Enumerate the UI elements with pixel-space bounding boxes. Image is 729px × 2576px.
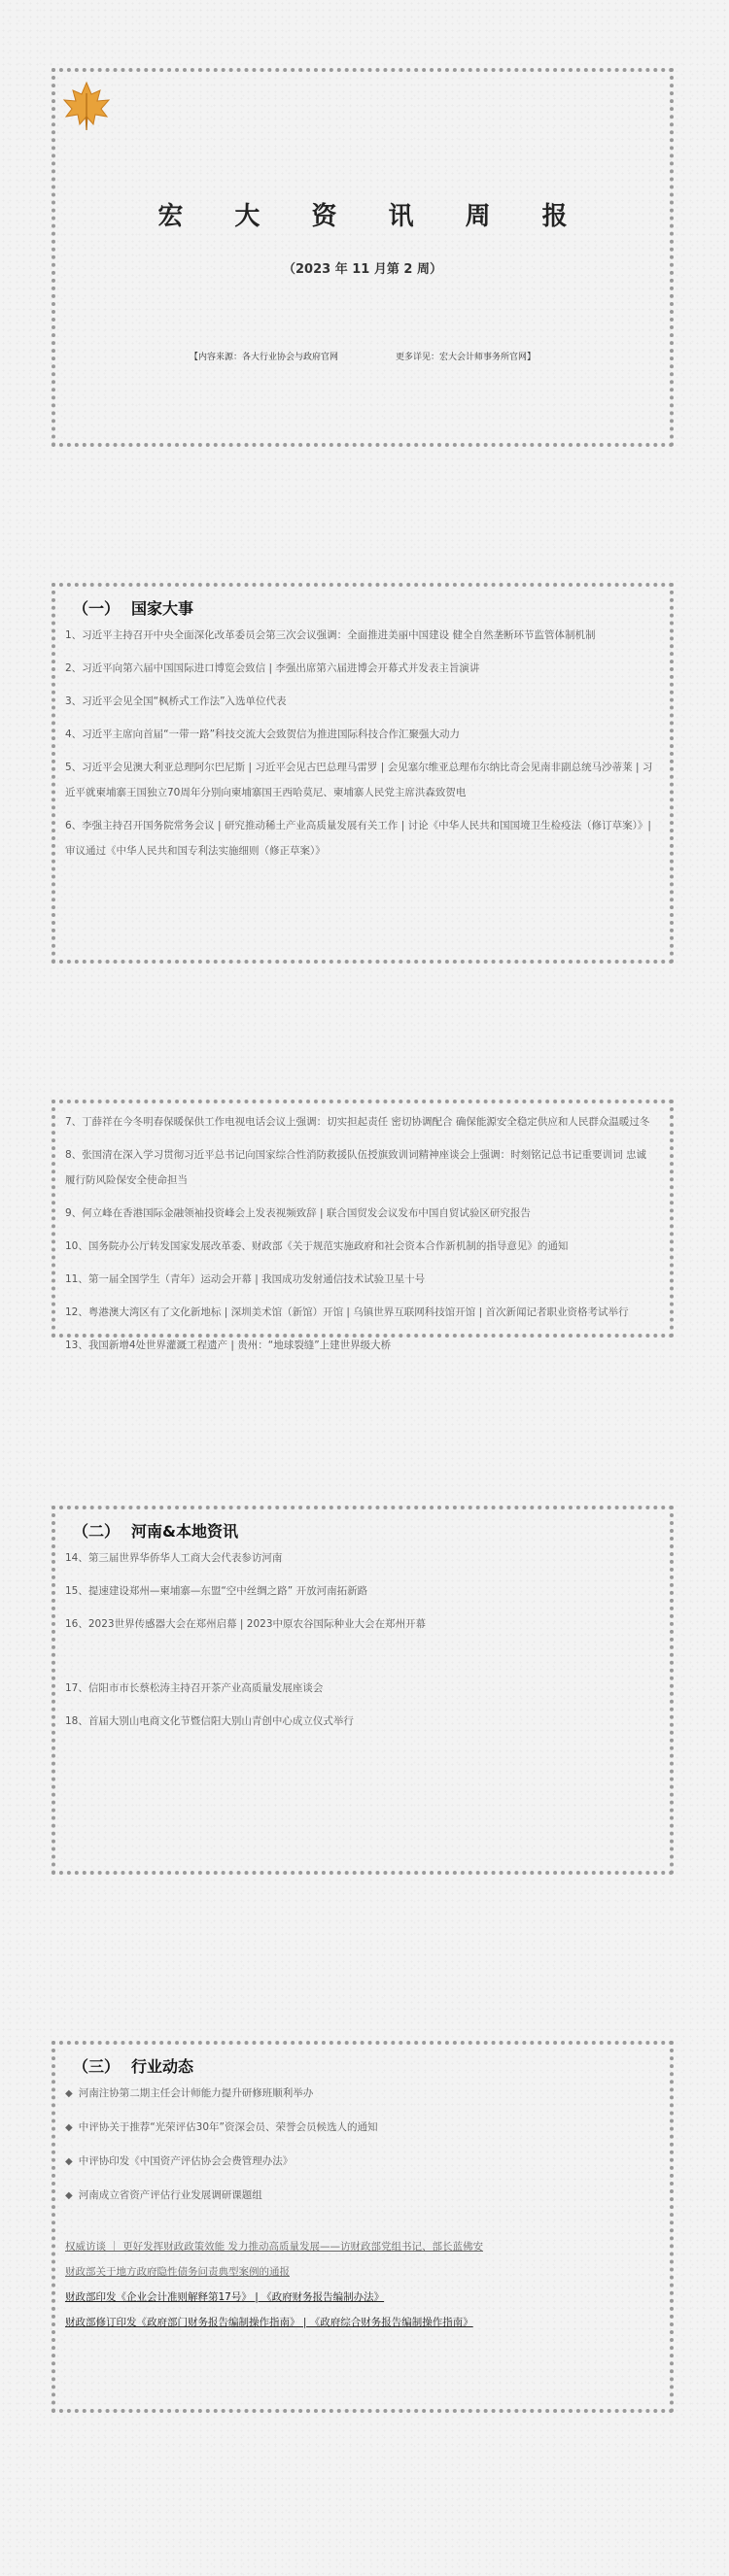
news-item-label: 中评协关于推荐“光荣评估30年”资深会员、荣誉会员候选人的通知 xyxy=(78,2121,378,2133)
industry-news-list xyxy=(55,2081,670,2209)
news-item[interactable] xyxy=(65,2115,656,2141)
news-item[interactable]: 5、习近平会见澳大利亚总理阿尔巴尼斯 | 习近平会见古巴总理马雷罗 | 会见塞尔维亚总理布尔纳比奇会见南非副总统马沙蒂莱 | 习近平就柬埔寨王国独立70周年分别向柬埔寨国王西哈莫尼、柬埔寨人民党主席洪森致贺电 xyxy=(65,762,653,798)
diamond-bullet-icon: ◆ xyxy=(65,2156,73,2167)
local-news-box xyxy=(52,1506,674,1875)
maple-leaf-icon xyxy=(61,80,112,133)
news-item[interactable]: 6、李强主持召开国务院常务会议 | 研究推动稀土产业高质量发展有关工作 | 讨论《中华人民共和国国境卫生检疫法（修订草案）》| 审议通过《中华人民共和国专利法实施细则（修正草案）》 xyxy=(65,820,651,857)
source-left: 【内容来源：各大行业协会与政府官网 xyxy=(190,353,339,362)
news-item[interactable]: 11、第一届全国学生（青年）运动会开幕 | 我国成功发射通信技术试验卫星十号 xyxy=(65,1273,426,1285)
news-item[interactable]: 15、提速建设郑州—柬埔寨—东盟“空中丝绸之路” 开放河南拓新路 xyxy=(65,1585,368,1597)
news-item[interactable]: 2、习近平向第六届中国国际进口博览会致信 | 李强出席第六届进博会开幕式并发表主旨演讲 xyxy=(65,662,480,674)
local-news-list xyxy=(55,1545,670,1734)
section-label: 河南&本地资讯 xyxy=(131,1522,238,1541)
news-item[interactable]: 12、粤港澳大湾区有了文化新地标 | 深圳美术馆（新馆）开馆 | 乌镇世界互联网科技馆开馆 | 首次新闻记者职业资格考试举行 xyxy=(65,1306,629,1318)
diamond-bullet-icon: ◆ xyxy=(65,2190,73,2201)
news-item[interactable]: 10、国务院办公厅转发国家发展改革委、财政部《关于规范实施政府和社会资本合作新机制的指导意见》的通知 xyxy=(65,1240,569,1252)
news-item[interactable]: 3、习近平会见全国“枫桥式工作法”入选单位代表 xyxy=(65,695,287,707)
link-item[interactable]: 权威访谈 ｜ 更好发挥财政政策效能 发力推动高质量发展——访财政部党组书记、部长蓝佛安 xyxy=(65,2241,484,2253)
news-item[interactable]: 14、第三届世界华侨华人工商大会代表参访河南 xyxy=(65,1552,283,1564)
news-item-label: 中评协印发《中国资产评估协会会费管理办法》 xyxy=(78,2155,294,2167)
section-number: （二） xyxy=(73,1522,121,1541)
news-item[interactable]: 7、丁薛祥在今冬明春保暖保供工作电视电话会议上强调：切实担起责任 密切协调配合 确保能源安全稳定供应和人民群众温暖过冬 xyxy=(65,1116,650,1128)
national-news-box-2 xyxy=(52,1100,674,1351)
link-item[interactable]: 财政部关于地方政府隐性债务问责典型案例的通报 xyxy=(65,2266,290,2278)
section-title-local xyxy=(73,1519,670,1542)
national-news-list xyxy=(55,623,670,864)
section-title-national xyxy=(73,596,670,619)
news-item[interactable]: 13、我国新增4处世界灌溉工程遗产 | 贵州：“地球裂缝”上建世界级大桥 xyxy=(65,1339,392,1351)
section-number: （一） xyxy=(73,599,121,618)
section-label: 国家大事 xyxy=(131,599,194,618)
source-line xyxy=(55,350,670,362)
news-item[interactable]: 18、首届大别山电商文化节暨信阳大别山青创中心成立仪式举行 xyxy=(65,1715,354,1727)
news-item[interactable] xyxy=(65,2183,656,2209)
national-news-box xyxy=(52,583,674,964)
news-item[interactable]: 9、何立峰在香港国际金融领袖投资峰会上发表视频致辞 | 联合国贸发会议发布中国自贸试验区研究报告 xyxy=(65,1207,531,1219)
industry-links xyxy=(65,2234,670,2335)
page-subtitle: （2023 年 11 月第 2 周） xyxy=(283,262,442,277)
link-item[interactable]: 财政部印发《企业会计准则解释第17号》 | 《政府财务报告编制办法》 xyxy=(65,2291,385,2303)
header-box xyxy=(52,68,674,447)
news-item-label: 河南成立省资产评估行业发展调研课题组 xyxy=(78,2189,262,2201)
news-item[interactable]: 4、习近平主席向首届“一带一路”科技交流大会致贺信为推进国际科技合作汇聚强大动力 xyxy=(65,729,461,740)
news-item[interactable]: 1、习近平主持召开中央全面深化改革委员会第三次会议强调：全面推进美丽中国建设 健全自然垄断环节监管体制机制 xyxy=(65,629,596,641)
news-item[interactable] xyxy=(65,2149,656,2175)
news-item[interactable]: 17、信阳市市长蔡松涛主持召开茶产业高质量发展座谈会 xyxy=(65,1682,324,1694)
source-right: 更多详见：宏大会计师事务所官网】 xyxy=(395,353,536,362)
national-news-list-2 xyxy=(55,1109,670,1358)
page-title: 宏 大 资 讯 周 报 xyxy=(157,202,589,231)
diamond-bullet-icon: ◆ xyxy=(65,2122,73,2133)
section-number: （三） xyxy=(73,2057,121,2076)
section-label: 行业动态 xyxy=(131,2057,194,2076)
section-title-industry xyxy=(73,2054,670,2077)
news-item[interactable] xyxy=(65,2081,656,2107)
news-item[interactable]: 16、2023世界传感器大会在郑州启幕 | 2023中原农谷国际种业大会在郑州开幕 xyxy=(65,1618,427,1630)
news-item-label: 河南注协第二期主任会计师能力提升研修班顺利举办 xyxy=(78,2087,314,2099)
news-item[interactable]: 8、张国清在深入学习贯彻习近平总书记向国家综合性消防救援队伍授旗致训词精神座谈会上强调：时刻铭记总书记重要训词 忠诚履行防风险保安全使命担当 xyxy=(65,1149,647,1186)
link-item[interactable]: 财政部修订印发《政府部门财务报告编制操作指南》 | 《政府综合财务报告编制操作指南》 xyxy=(65,2317,473,2328)
industry-news-box xyxy=(52,2041,674,2413)
diamond-bullet-icon: ◆ xyxy=(65,2088,73,2099)
